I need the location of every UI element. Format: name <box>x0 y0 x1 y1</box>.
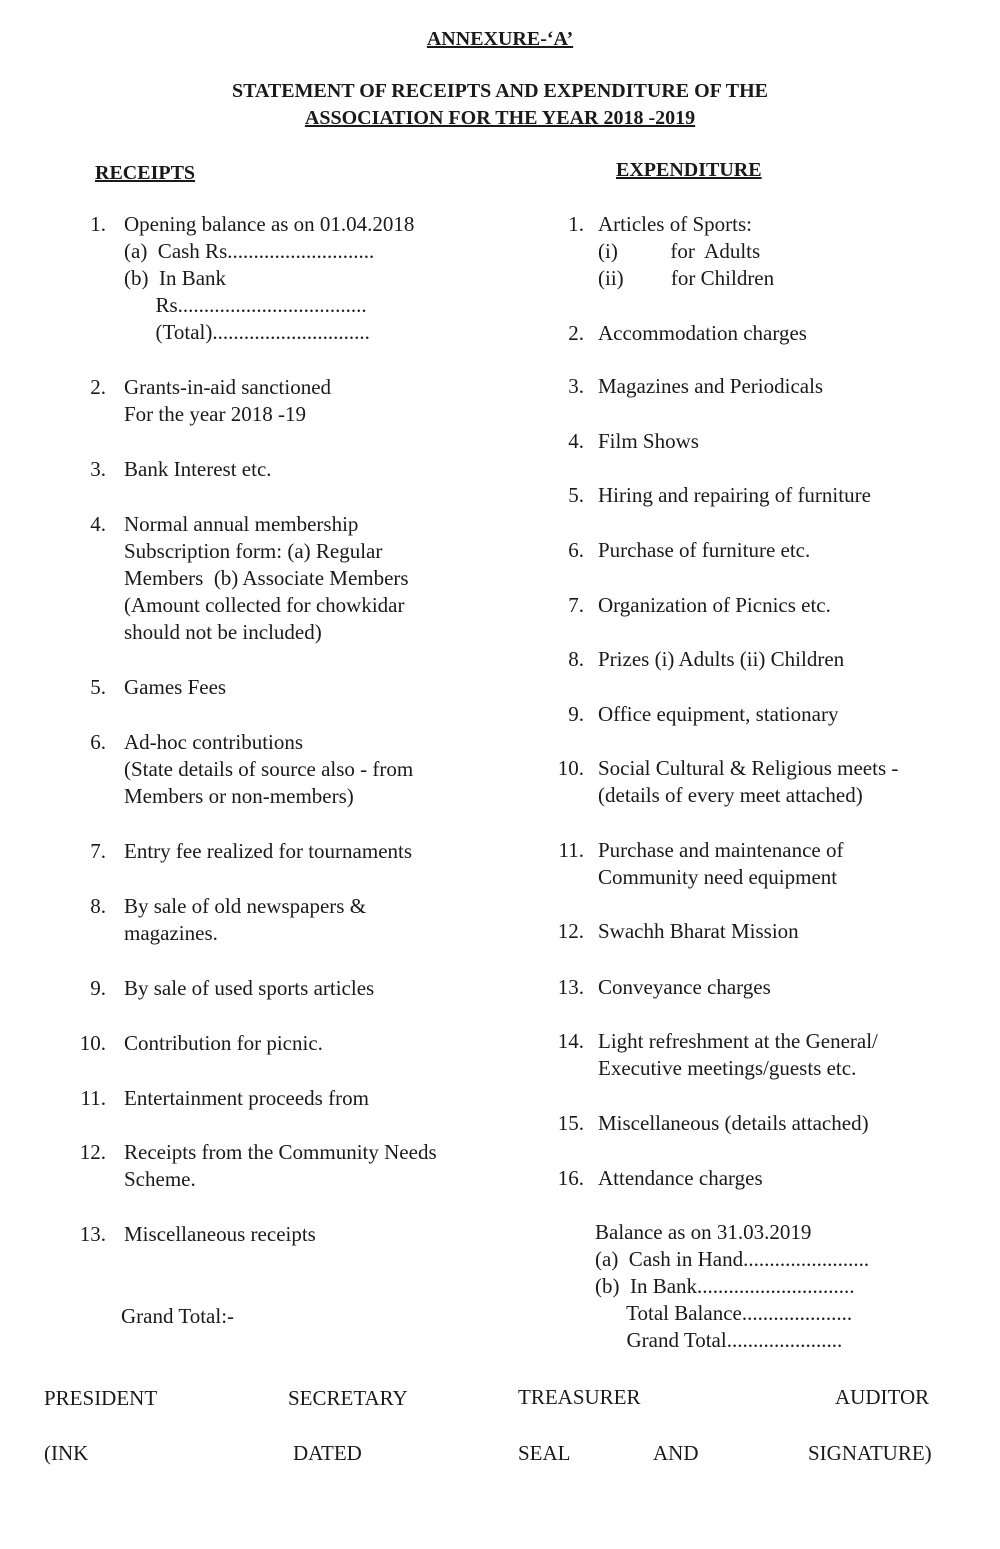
closing-balance-line-4: Total Balance..................... <box>595 1301 853 1325</box>
receipt-number-10: 10. <box>79 1031 106 1055</box>
expenditure-heading: EXPENDITURE <box>616 159 762 181</box>
annexure-title: ANNEXURE-‘A’ <box>426 28 574 50</box>
receipt-item-4-line-5: should not be included) <box>124 620 322 644</box>
expenditure-number-9: 9. <box>568 702 584 726</box>
signature-note-seal: SEAL <box>518 1441 571 1465</box>
expenditure-item-1-line-2: (i) for Adults <box>598 239 761 263</box>
expenditure-number-12: 12. <box>557 919 584 943</box>
receipt-item-2-line-1: Grants-in-aid sanctioned <box>124 375 332 399</box>
receipt-item-1-line-1: Opening balance as on 01.04.2018 <box>124 212 415 236</box>
receipt-item-3-line-1: Bank Interest etc. <box>124 457 272 481</box>
expenditure-item-11-line-2: Community need equipment <box>598 865 838 889</box>
signature-note-ink: (INK <box>44 1441 89 1465</box>
receipt-item-1-line-4: Rs.................................... <box>124 293 367 317</box>
receipt-item-6-line-2: (State details of source also - from <box>124 757 414 781</box>
receipt-number-8: 8. <box>90 894 106 918</box>
receipt-number-5: 5. <box>90 675 106 699</box>
expenditure-item-1-line-3: (ii) for Children <box>598 266 775 290</box>
signature-secretary: SECRETARY <box>288 1386 408 1410</box>
receipts-heading: RECEIPTS <box>95 162 196 184</box>
receipt-item-4-line-1: Normal annual membership <box>124 512 359 536</box>
expenditure-item-10-line-1: Social Cultural & Religious meets - <box>598 756 899 780</box>
receipt-number-6: 6. <box>90 730 106 754</box>
receipt-item-9-line-1: By sale of used sports articles <box>124 976 375 1000</box>
expenditure-number-16: 16. <box>557 1166 584 1190</box>
expenditure-number-8: 8. <box>568 647 584 671</box>
expenditure-item-2-line-1: Accommodation charges <box>598 321 807 345</box>
signature-note-dated: DATED <box>293 1441 362 1465</box>
receipt-number-11: 11. <box>80 1086 106 1110</box>
expenditure-number-4: 4. <box>568 429 584 453</box>
expenditure-number-14: 14. <box>557 1029 584 1053</box>
expenditure-item-11-line-1: Purchase and maintenance of <box>598 838 844 862</box>
expenditure-number-10: 10. <box>557 756 584 780</box>
statement-title-line2: ASSOCIATION FOR THE YEAR 2018 -2019 <box>304 107 696 129</box>
receipt-number-7: 7. <box>90 839 106 863</box>
signature-note-signature: SIGNATURE) <box>808 1441 932 1465</box>
receipt-item-1-line-3: (b) In Bank <box>124 266 227 290</box>
receipt-item-10-line-1: Contribution for picnic. <box>124 1031 323 1055</box>
expenditure-item-4-line-1: Film Shows <box>598 429 699 453</box>
expenditure-item-8-line-1: Prizes (i) Adults (ii) Children <box>598 647 845 671</box>
receipt-number-13: 13. <box>79 1222 106 1246</box>
receipt-item-11-line-1: Entertainment proceeds from <box>124 1086 369 1110</box>
closing-balance-line-2: (a) Cash in Hand........................ <box>595 1247 870 1271</box>
expenditure-item-1-line-1: Articles of Sports: <box>598 212 752 236</box>
expenditure-number-5: 5. <box>568 483 584 507</box>
expenditure-number-1: 1. <box>568 212 584 236</box>
expenditure-item-6-line-1: Purchase of furniture etc. <box>598 538 811 562</box>
expenditure-number-11: 11. <box>558 838 584 862</box>
expenditure-item-16-line-1: Attendance charges <box>598 1166 763 1190</box>
expenditure-item-14-line-2: Executive meetings/guests etc. <box>598 1056 857 1080</box>
receipt-item-6-line-1: Ad-hoc contributions <box>124 730 304 754</box>
expenditure-number-3: 3. <box>568 374 584 398</box>
expenditure-number-6: 6. <box>568 538 584 562</box>
expenditure-item-10-line-2: (details of every meet attached) <box>598 783 863 807</box>
receipt-item-7-line-1: Entry fee realized for tournaments <box>124 839 413 863</box>
receipt-item-4-line-2: Subscription form: (a) Regular <box>124 539 383 563</box>
signature-note-and: AND <box>653 1441 699 1465</box>
receipt-number-3: 3. <box>90 457 106 481</box>
statement-title-line1: STATEMENT OF RECEIPTS AND EXPENDITURE OF THE <box>231 80 769 102</box>
closing-balance-line-5: Grand Total...................... <box>595 1328 843 1352</box>
expenditure-number-13: 13. <box>557 975 584 999</box>
receipt-number-2: 2. <box>90 375 106 399</box>
receipt-number-12: 12. <box>79 1140 106 1164</box>
expenditure-item-13-line-1: Conveyance charges <box>598 975 771 999</box>
receipt-item-12-line-2: Scheme. <box>124 1167 196 1191</box>
closing-balance-line-3: (b) In Bank.............................. <box>595 1274 855 1298</box>
signature-auditor: AUDITOR <box>835 1385 930 1409</box>
receipt-item-13-line-1: Miscellaneous receipts <box>124 1222 316 1246</box>
receipt-item-4-line-4: (Amount collected for chowkidar <box>124 593 405 617</box>
expenditure-item-12-line-1: Swachh Bharat Mission <box>598 919 799 943</box>
expenditure-item-7-line-1: Organization of Picnics etc. <box>598 593 831 617</box>
receipt-number-1: 1. <box>90 212 106 236</box>
receipt-item-6-line-3: Members or non-members) <box>124 784 354 808</box>
receipt-item-8-line-2: magazines. <box>124 921 218 945</box>
expenditure-item-14-line-1: Light refreshment at the General/ <box>598 1029 878 1053</box>
receipts-grand-total: Grand Total:- <box>121 1304 235 1328</box>
receipt-item-2-line-2: For the year 2018 -19 <box>124 402 306 426</box>
signature-president: PRESIDENT <box>44 1386 158 1410</box>
receipt-number-4: 4. <box>90 512 106 536</box>
receipt-number-9: 9. <box>90 976 106 1000</box>
expenditure-item-15-line-1: Miscellaneous (details attached) <box>598 1111 869 1135</box>
expenditure-item-3-line-1: Magazines and Periodicals <box>598 374 824 398</box>
expenditure-item-5-line-1: Hiring and repairing of furniture <box>598 483 871 507</box>
receipt-item-12-line-1: Receipts from the Community Needs <box>124 1140 437 1164</box>
receipt-item-5-line-1: Games Fees <box>124 675 227 699</box>
expenditure-number-2: 2. <box>568 321 584 345</box>
receipt-item-4-line-3: Members (b) Associate Members <box>124 566 409 590</box>
expenditure-item-9-line-1: Office equipment, stationary <box>598 702 839 726</box>
receipt-item-1-line-5: (Total).............................. <box>124 320 370 344</box>
receipt-item-8-line-1: By sale of old newspapers & <box>124 894 367 918</box>
signature-treasurer: TREASURER <box>518 1385 641 1409</box>
closing-balance-line-1: Balance as on 31.03.2019 <box>595 1220 812 1244</box>
expenditure-number-7: 7. <box>568 593 584 617</box>
receipt-item-1-line-2: (a) Cash Rs............................ <box>124 239 375 263</box>
expenditure-number-15: 15. <box>557 1111 584 1135</box>
